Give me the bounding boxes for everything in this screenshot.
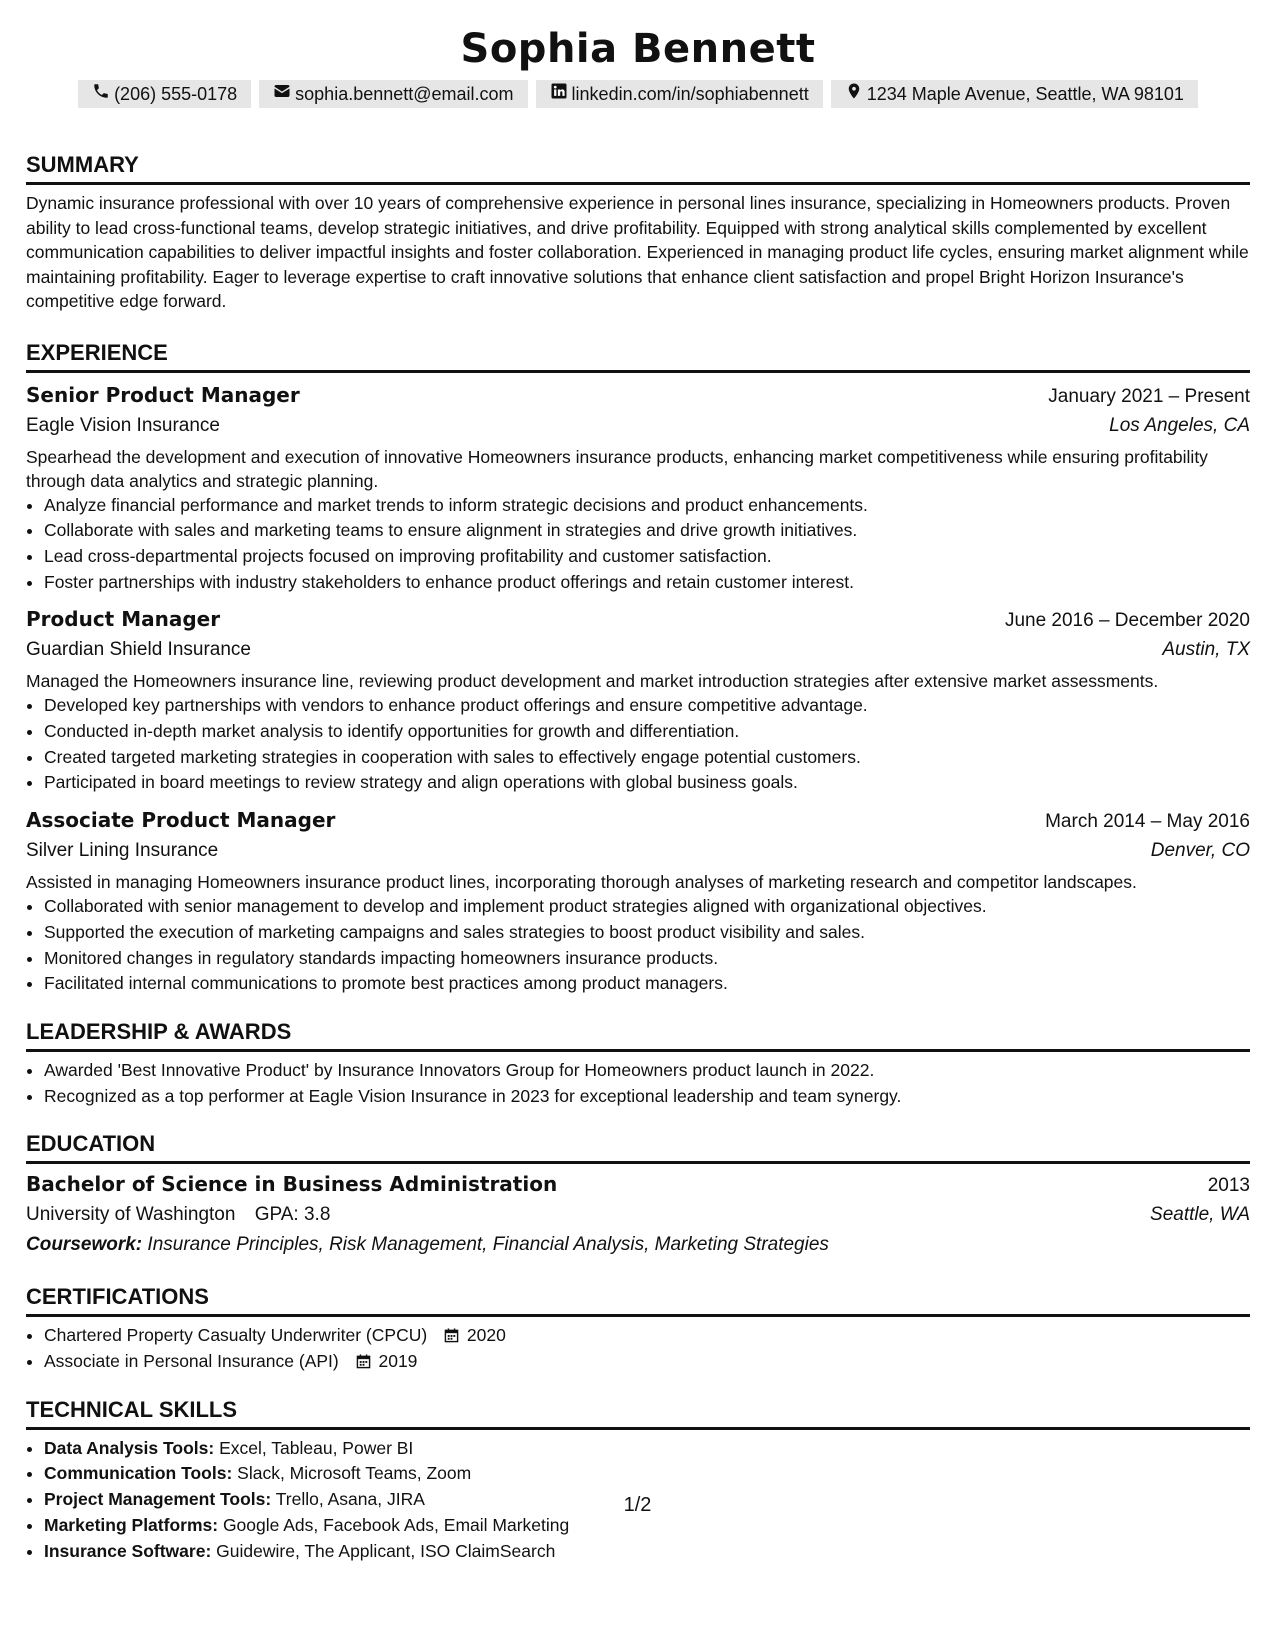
job-entry [26,379,1250,596]
job-bullets [26,693,1250,796]
map-pin-icon [845,80,863,108]
job-company: Guardian Shield Insurance [26,639,251,661]
job-description: Assisted in managing Homeowners insurance product lines, incorporating thorough analyses of marketing research and competitor landscapes. [26,872,1137,893]
skill-label: Project Management Tools: [44,1489,272,1510]
degree-title: Bachelor of Science in Business Administration [26,1172,558,1197]
leadership-heading: LEADERSHIP & AWARDS [26,1015,1250,1052]
skill-label: Marketing Platforms: [44,1514,219,1535]
skill-label: Insurance Software: [44,1540,212,1561]
school-name: University of Washington [26,1204,236,1226]
experience-heading: EXPERIENCE [26,336,1250,373]
list-item: • Conducted in-depth market analysis to identify opportunities for growth and differentiation. [44,719,1250,745]
job-description: Spearhead the development and execution of innovative Homeowners insurance products, enhancing market competitiveness while ensuring profitability through data analytics and strategic planning. [26,446,1208,491]
skill-value: Trello, Asana, JIRA [275,1489,425,1510]
skill-value: Google Ads, Facebook Ads, Email Marketing [222,1514,570,1535]
calendar-icon [444,1325,459,1340]
list-item [44,1539,1250,1565]
list-item: • Facilitated internal communications to promote best practices among product managers. [44,971,1250,997]
linkedin-text: linkedin.com/in/sophiabennett [571,84,809,104]
calendar-icon [356,1351,371,1366]
job-description: Managed the Homeowners insurance line, reviewing product development and market introduction strategies after extensive market assessments. [26,671,1159,692]
job-title: Senior Product Manager [26,382,300,407]
contact-bar [26,80,1250,108]
gpa-text: GPA: 3.8 [254,1204,331,1226]
list-item: • Participated in board meetings to review strategy and align operations with global business goals. [44,770,1250,796]
job-bullets [26,493,1250,596]
education-heading: EDUCATION [26,1127,1250,1164]
envelope-icon [273,80,291,108]
skill-label: Data Analysis Tools: [44,1437,215,1458]
address-chip[interactable] [831,80,1198,108]
coursework-text: Insurance Principles, Risk Management, Financial Analysis, Marketing Strategies [147,1234,829,1256]
list-item: • Collaborated with senior management to develop and implement product strategies aligned with organizational objectives. [44,894,1250,920]
certifications-list [26,1323,1250,1374]
coursework-label: Coursework: [26,1234,143,1256]
list-item: • Awarded 'Best Innovative Product' by Insurance Innovators Group for Homeowners product launch in 2022. [44,1058,1250,1084]
phone-chip[interactable] [78,80,251,108]
list-item: • Created targeted marketing strategies in cooperation with sales to effectively engage potential customers. [44,745,1250,771]
list-item [44,1323,1250,1349]
skill-label: Communication Tools: [44,1463,233,1484]
job-dates: January 2021 – Present [1048,385,1250,407]
certification-year: 2019 [378,1351,418,1372]
education-entry [26,1168,1250,1260]
job-entry [26,804,1250,997]
resume-page [26,0,1250,1564]
job-company: Silver Lining Insurance [26,840,219,862]
list-item: • Collaborate with sales and marketing teams to ensure alignment in strategies and drive growth initiatives. [44,518,1250,544]
list-item [44,1349,1250,1375]
linkedin-chip[interactable] [536,80,823,108]
list-item: • Lead cross-departmental projects focused on improving profitability and customer satisfaction. [44,544,1250,570]
page-number: 1/2 [623,1494,652,1516]
email-text: sophia.bennett@email.com [295,84,514,104]
list-item: • Monitored changes in regulatory standards impacting homeowners insurance products. [44,946,1250,972]
list-item: • Developed key partnerships with vendors to enhance product offerings and ensure competitive advantage. [44,693,1250,719]
linkedin-icon [550,80,568,108]
skills-heading: TECHNICAL SKILLS [26,1393,1250,1430]
address-text: 1234 Maple Avenue, Seattle, WA 98101 [866,84,1184,104]
skill-value: Excel, Tableau, Power BI [219,1437,414,1458]
job-location: Los Angeles, CA [1109,414,1250,436]
list-item: • Foster partnerships with industry stakeholders to enhance product offerings and retain customer interest. [44,570,1250,596]
job-title: Product Manager [26,607,221,632]
email-chip[interactable] [259,80,527,108]
list-item: • Analyze financial performance and market trends to inform strategic decisions and product enhancements. [44,493,1250,519]
job-company: Eagle Vision Insurance [26,414,220,436]
skill-value: Guidewire, The Applicant, ISO ClaimSearch [216,1540,556,1561]
graduation-year: 2013 [1207,1175,1250,1197]
job-entry [26,603,1250,796]
list-item: • Supported the execution of marketing campaigns and sales strategies to boost product visibility and sales. [44,920,1250,946]
job-dates: March 2014 – May 2016 [1045,811,1250,833]
job-title: Associate Product Manager [26,808,336,833]
phone-icon [92,80,110,108]
candidate-name: Sophia Bennett [460,26,816,72]
list-item: • Recognized as a top performer at Eagle Vision Insurance in 2023 for exceptional leadership and team synergy. [44,1084,1250,1110]
coursework-line [26,1230,1250,1260]
awards-list [26,1058,1250,1109]
job-location: Austin, TX [1162,639,1250,661]
certification-year: 2020 [466,1325,506,1346]
phone-text: (206) 555-0178 [114,84,238,104]
certifications-heading: CERTIFICATIONS [26,1280,1250,1317]
list-item [44,1461,1250,1487]
job-bullets [26,894,1250,997]
summary-text: Dynamic insurance professional with over 10 years of comprehensive experience in personal lines insurance, specializing in Homeowners products. Proven ability to lead cross-functional teams, develop strategic initiatives, and drive profitability. Equipped with strong analytical skills complemented by excellent communication capabilities to deliver impactful insights and foster collaboration. Experienced in managing product life cycles, ensuring market alignment while maintaining profitability. Eager to leverage expertise to craft innovative solutions that enhance client satisfaction and propel Bright Horizon Insurance's competitive edge forward. [26,193,1249,311]
school-location: Seattle, WA [1150,1204,1250,1226]
certification-name: Chartered Property Casualty Underwriter (CPCU) [44,1325,428,1346]
job-location: Denver, CO [1150,840,1250,862]
skill-value: Slack, Microsoft Teams, Zoom [237,1463,472,1484]
list-item [44,1436,1250,1462]
job-dates: June 2016 – December 2020 [1004,610,1250,632]
summary-heading: SUMMARY [26,148,1250,185]
certification-name: Associate in Personal Insurance (API) [44,1351,339,1372]
